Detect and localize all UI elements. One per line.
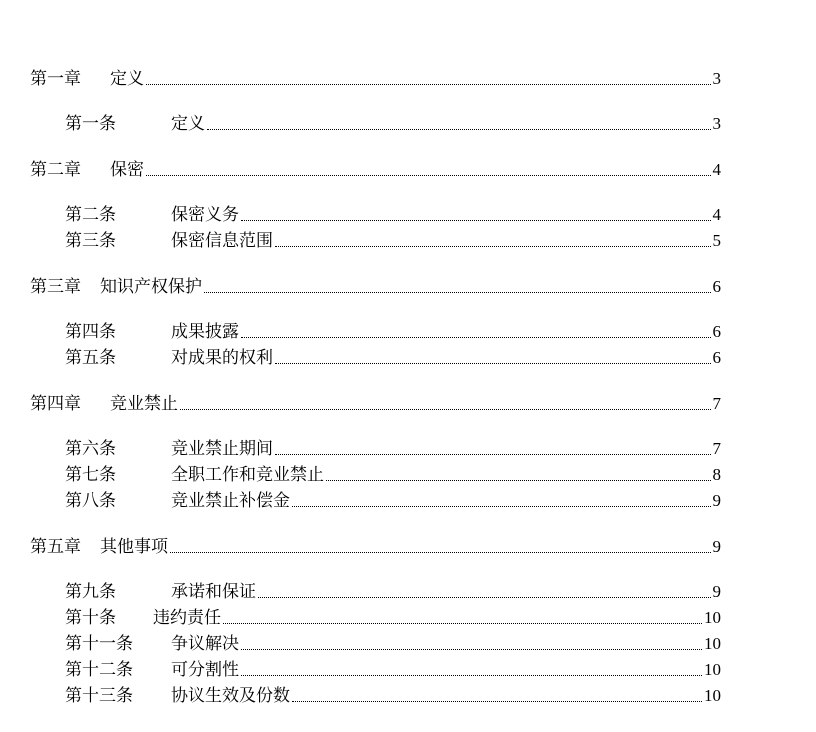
article-title: 定义 xyxy=(171,114,205,134)
article-number: 第九条 xyxy=(65,582,116,602)
chapter-title: 定义 xyxy=(110,69,144,89)
toc-chapter-entry[interactable] xyxy=(30,277,721,297)
chapter-title: 其他事项 xyxy=(100,537,168,557)
page-number: 5 xyxy=(712,231,721,250)
article-title: 承诺和保证 xyxy=(171,582,256,602)
page-number: 10 xyxy=(704,608,721,627)
dot-leader xyxy=(146,174,711,176)
article-title: 违约责任 xyxy=(153,608,221,628)
article-title: 可分割性 xyxy=(171,660,239,680)
dot-leader xyxy=(275,453,711,455)
page-number: 10 xyxy=(704,634,721,653)
dot-leader xyxy=(223,622,702,624)
article-number: 第八条 xyxy=(65,491,116,511)
article-number: 第十二条 xyxy=(65,660,133,680)
article-number: 第三条 xyxy=(65,231,116,251)
article-title: 成果披露 xyxy=(171,322,239,342)
dot-leader xyxy=(275,362,711,364)
dot-leader xyxy=(180,408,711,410)
article-title: 保密义务 xyxy=(171,205,239,225)
toc-article-entry[interactable] xyxy=(65,634,721,654)
dot-leader xyxy=(292,505,711,507)
page-number: 6 xyxy=(712,348,721,367)
toc-article-entry[interactable] xyxy=(65,491,721,511)
page-number: 9 xyxy=(712,491,721,510)
article-number: 第一条 xyxy=(65,114,116,134)
article-number: 第五条 xyxy=(65,348,116,368)
page-number: 9 xyxy=(712,582,721,601)
page-number: 4 xyxy=(712,205,721,224)
article-title: 协议生效及份数 xyxy=(171,686,290,706)
toc-article-entry[interactable] xyxy=(65,205,721,225)
article-title: 对成果的权利 xyxy=(171,348,273,368)
article-number: 第六条 xyxy=(65,439,116,459)
chapter-number: 第一章 xyxy=(30,69,81,89)
article-number: 第四条 xyxy=(65,322,116,342)
toc-article-entry[interactable] xyxy=(65,608,721,628)
dot-leader xyxy=(292,700,702,702)
toc-chapter-entry[interactable] xyxy=(30,394,721,414)
dot-leader xyxy=(326,479,711,481)
page-number: 9 xyxy=(712,537,721,556)
chapter-number: 第四章 xyxy=(30,394,81,414)
dot-leader xyxy=(146,83,711,85)
toc-article-entry[interactable] xyxy=(65,439,721,459)
article-number: 第十一条 xyxy=(65,634,133,654)
toc-article-entry[interactable] xyxy=(65,660,721,680)
dot-leader xyxy=(241,219,711,221)
toc-article-entry[interactable] xyxy=(65,348,721,368)
chapter-number: 第三章 xyxy=(30,277,81,297)
dot-leader xyxy=(241,648,702,650)
article-title: 争议解决 xyxy=(171,634,239,654)
toc-article-entry[interactable] xyxy=(65,322,721,342)
toc-chapter-entry[interactable] xyxy=(30,69,721,89)
toc-article-entry[interactable] xyxy=(65,114,721,134)
page-number: 10 xyxy=(704,686,721,705)
toc-chapter-entry[interactable] xyxy=(30,160,721,180)
toc-article-entry[interactable] xyxy=(65,582,721,602)
article-title: 竞业禁止期间 xyxy=(171,439,273,459)
page-number: 7 xyxy=(712,439,721,458)
chapter-title: 知识产权保护 xyxy=(100,277,202,297)
dot-leader xyxy=(170,551,711,553)
toc-article-entry[interactable] xyxy=(65,686,721,706)
dot-leader xyxy=(241,674,702,676)
page-number: 6 xyxy=(712,277,721,296)
chapter-title: 竞业禁止 xyxy=(110,394,178,414)
page-number: 3 xyxy=(712,114,721,133)
chapter-number: 第二章 xyxy=(30,160,81,180)
page-number: 10 xyxy=(704,660,721,679)
page-number: 8 xyxy=(712,465,721,484)
dot-leader xyxy=(241,336,711,338)
toc-chapter-entry[interactable] xyxy=(30,537,721,557)
dot-leader xyxy=(275,245,711,247)
page-number: 6 xyxy=(712,322,721,341)
dot-leader xyxy=(258,596,711,598)
article-number: 第十三条 xyxy=(65,686,133,706)
toc-article-entry[interactable] xyxy=(65,465,721,485)
chapter-title: 保密 xyxy=(110,160,144,180)
article-number: 第十条 xyxy=(65,608,116,628)
toc-article-entry[interactable] xyxy=(65,231,721,251)
page-number: 7 xyxy=(712,394,721,413)
page-number: 4 xyxy=(712,160,721,179)
article-number: 第二条 xyxy=(65,205,116,225)
page-number: 3 xyxy=(712,69,721,88)
dot-leader xyxy=(204,291,711,293)
article-title: 全职工作和竞业禁止 xyxy=(171,465,324,485)
dot-leader xyxy=(207,128,711,130)
article-title: 竞业禁止补偿金 xyxy=(171,491,290,511)
article-number: 第七条 xyxy=(65,465,116,485)
article-title: 保密信息范围 xyxy=(171,231,273,251)
chapter-number: 第五章 xyxy=(30,537,81,557)
